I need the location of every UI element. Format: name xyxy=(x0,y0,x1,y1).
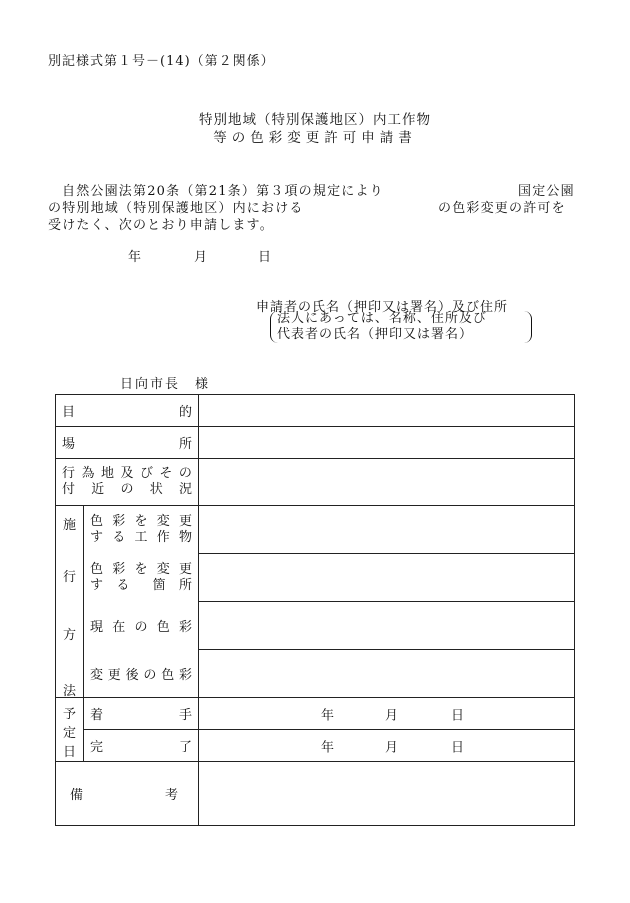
label-char: 況 xyxy=(178,482,192,497)
input-color-object[interactable] xyxy=(199,506,575,554)
date-day-label: 日 xyxy=(258,250,272,265)
label-char: を xyxy=(134,561,148,577)
label-char: 近 xyxy=(91,482,105,497)
statement-line1 xyxy=(48,183,588,200)
label-char: 地 xyxy=(100,466,114,481)
label-object-line1 xyxy=(90,514,192,530)
label-part-line2 xyxy=(90,578,192,594)
label-char: 彩 xyxy=(178,667,192,683)
date-year-label: 年 xyxy=(128,250,142,265)
label-purpose-chars xyxy=(62,401,192,420)
label-char: 手 xyxy=(178,708,192,723)
label-purpose xyxy=(56,395,199,427)
label-char: 更 xyxy=(178,561,192,577)
label-remarks xyxy=(56,762,199,826)
row-start-date xyxy=(56,698,575,730)
input-remarks[interactable] xyxy=(199,762,575,826)
label-char: の xyxy=(143,667,157,683)
label-start xyxy=(84,698,199,730)
input-color-part[interactable] xyxy=(199,554,575,602)
label-char: 在 xyxy=(112,620,126,635)
start-month-label: 月 xyxy=(385,708,399,723)
row-color-part xyxy=(56,554,575,602)
statement-line1-left: 自然公園法第20条（第21条）第３項の規定により xyxy=(62,184,384,199)
corporate-note-line2: 代表者の氏名（押印又は署名） xyxy=(277,327,474,342)
statement-line2-left: の特別地域（特別保護地区）内における xyxy=(48,201,304,216)
label-new-color xyxy=(84,650,199,698)
label-schedule xyxy=(56,698,84,762)
label-char: 箇 xyxy=(152,577,166,593)
input-start-date[interactable] xyxy=(199,698,575,730)
row-remarks xyxy=(56,762,575,826)
corporate-note-line1: 法人にあっては、名称、住所及び xyxy=(277,311,487,326)
label-char: 色 xyxy=(161,667,175,683)
label-char: 着 xyxy=(90,708,104,723)
label-site-line1 xyxy=(62,466,192,482)
label-char: の xyxy=(134,620,148,635)
label-char: 現 xyxy=(90,620,104,635)
form-number: 別記様式第１号－(14)（第２関係） xyxy=(48,54,275,69)
label-char: び xyxy=(139,466,153,481)
label-location-chars xyxy=(62,433,192,452)
label-char: る xyxy=(112,529,126,545)
label-finish-chars xyxy=(90,736,192,755)
date-month-label: 月 xyxy=(194,250,208,265)
label-char: 為 xyxy=(81,466,95,481)
row-location xyxy=(56,427,575,459)
label-char: 色 xyxy=(90,513,104,529)
label-color-part xyxy=(84,554,199,602)
applicant-corporate-note xyxy=(270,311,532,343)
label-char: 考 xyxy=(164,788,178,803)
row-finish-date xyxy=(56,730,575,762)
label-char: の xyxy=(120,482,134,497)
label-char: 工 xyxy=(134,529,148,545)
label-char: 備 xyxy=(70,788,84,803)
finish-day-label: 日 xyxy=(451,740,465,755)
statement-line3 xyxy=(48,217,588,234)
row-site-condition xyxy=(56,459,575,506)
label-char: 目 xyxy=(62,405,76,420)
label-char: 行 xyxy=(62,466,76,481)
input-purpose[interactable] xyxy=(199,395,575,427)
label-char: 更 xyxy=(178,513,192,529)
schedule-char: 日 xyxy=(62,745,76,760)
label-char: 色 xyxy=(156,620,170,635)
label-char: 作 xyxy=(156,529,170,545)
label-location xyxy=(56,427,199,459)
label-char: す xyxy=(90,577,104,593)
label-char: 完 xyxy=(90,740,104,755)
label-object-line2 xyxy=(90,530,192,546)
method-char: 方 xyxy=(62,628,76,643)
method-char: 法 xyxy=(62,684,76,699)
application-statement xyxy=(48,183,588,234)
method-char: 行 xyxy=(62,570,76,585)
row-color-object xyxy=(56,506,575,554)
row-current-color xyxy=(56,602,575,650)
label-char: 後 xyxy=(125,667,139,683)
label-start-chars xyxy=(90,704,192,723)
label-char: 更 xyxy=(107,667,121,683)
start-year-label: 年 xyxy=(321,708,335,723)
label-char: す xyxy=(90,529,104,545)
schedule-char: 定 xyxy=(62,726,76,741)
input-current-color[interactable] xyxy=(199,602,575,650)
input-site-condition[interactable] xyxy=(199,459,575,506)
label-char: る xyxy=(116,577,130,593)
input-finish-date[interactable] xyxy=(199,730,575,762)
label-char: 状 xyxy=(149,482,163,497)
input-location[interactable] xyxy=(199,427,575,459)
statement-line2 xyxy=(48,200,588,217)
applicant-label: 申請者の氏名（押印又は署名）及び住所 xyxy=(256,300,509,315)
label-remarks-chars xyxy=(70,784,178,803)
label-char: 場 xyxy=(62,437,76,452)
label-char: の xyxy=(178,466,192,481)
label-finish xyxy=(84,730,199,762)
label-color-object xyxy=(84,506,199,554)
label-char: 彩 xyxy=(178,620,192,635)
input-new-color[interactable] xyxy=(199,650,575,698)
form-title-line2: 等の色彩変更許可申請書 xyxy=(213,130,417,146)
application-form-table xyxy=(55,394,575,826)
start-day-label: 日 xyxy=(451,708,465,723)
label-part-line1 xyxy=(90,562,192,578)
label-new-chars xyxy=(90,664,192,683)
label-site-condition xyxy=(56,459,199,506)
label-char: 所 xyxy=(178,577,192,593)
label-char: 付 xyxy=(62,482,76,497)
label-site-line2 xyxy=(62,482,192,498)
statement-line3-text: 受けたく、次のとおり申請します。 xyxy=(48,218,274,233)
label-construction-method xyxy=(56,506,84,698)
finish-month-label: 月 xyxy=(385,740,399,755)
method-char: 施 xyxy=(62,518,76,533)
statement-line1-right: 国定公園 xyxy=(518,184,575,199)
label-char: 了 xyxy=(178,740,192,755)
statement-line2-right: の色彩変更の許可を xyxy=(438,201,566,216)
label-char: 変 xyxy=(90,667,104,683)
label-char: 及 xyxy=(120,466,134,481)
label-current-chars xyxy=(90,616,192,635)
label-char: 色 xyxy=(90,561,104,577)
addressee: 日向市長 様 xyxy=(120,377,211,392)
label-char: 的 xyxy=(178,405,192,420)
row-purpose xyxy=(56,395,575,427)
label-char: 変 xyxy=(156,561,170,577)
label-char: を xyxy=(134,513,148,529)
schedule-char: 予 xyxy=(62,707,76,722)
label-char: 彩 xyxy=(112,561,126,577)
label-char: 彩 xyxy=(112,513,126,529)
row-new-color xyxy=(56,650,575,698)
finish-year-label: 年 xyxy=(321,740,335,755)
label-char: そ xyxy=(159,466,173,481)
label-char: 所 xyxy=(178,437,192,452)
label-char: 変 xyxy=(156,513,170,529)
label-current-color xyxy=(84,602,199,650)
label-char: 物 xyxy=(178,529,192,545)
form-title-line1: 特別地域（特別保護地区）内工作物 xyxy=(199,112,431,128)
